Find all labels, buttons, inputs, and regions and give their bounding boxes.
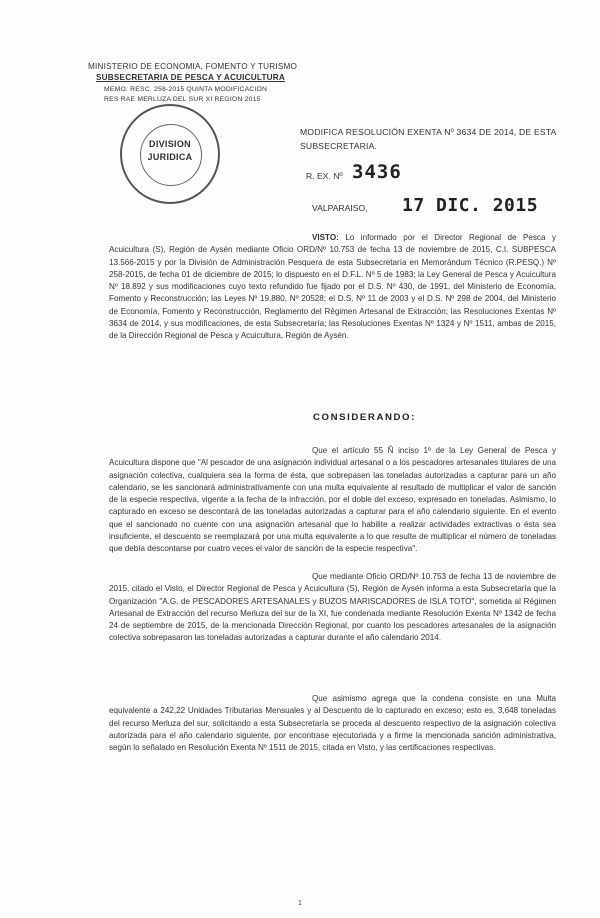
ministry-header: MINISTERIO DE ECONOMIA, FOMENTO Y TURISMO [88, 62, 298, 71]
considerando-paragraph-1: Que el artículo 55 Ñ inciso 1º de la Ley General de Pesca y Acuicultura dispone que "Al pescador de una asignación individual artesanal o a los pescadores artesanales titulares de una asignación colectiva, cualquiera sea la forma de ésta, que sobrepasen las toneladas autorizadas a capturar para un año calendario, se les sancionará administrativamente con una multa equivalente al resultado de multiplicar el valor de sanción de la especie respectiva, vigente a la fecha de la infracción, por el doble del exceso, expresado en toneladas. Asimismo, lo capturado en exceso se descontará de las toneladas autorizadas a capturar para el año calendario siguiente. En el evento que el sancionado no cuente con una asignación artesanal que lo habilite a realizar actividades extractivas o ésta sea insuficiente, el descuento se reemplazará por una multa equivalente a lo que resulte de multiplicar el número de toneladas que debía descontarse por cuatro veces el valor de sanción de la especie respectiva". [109, 446, 556, 554]
visto-text: Lo informado por el Director Regional de Pesca y Acuicultura (S), Región de Aysén mediante Oficio ORD/Nº 10.753 de fecha 13 de noviembre de 2015, C.I. SUBPESCA 13.566-2015 y por la División de Administración Pesquera de esta Subsecretaría en Memorándum Técnico (R.PESQ.) Nº 258-2015, de fecha 01 de diciembre de 2015; lo dispuesto en el D.F.L. Nº 5 de 1983; la Ley General de Pesca y Acuicultura Nº 18.892 y sus modificaciones cuyo texto refundido fue fijado por el D.S. Nº 430, de 1991, del Ministerio de Economía, Fomento y Reconstrucción; las Leyes Nº 19.880, Nº 20528; el D.S. Nº 11 de 2003 y el D.S. Nº 298 de 2004, del Ministerio de Economía, Fomento y Reconstrucción, Reglamento del Régimen Artesanal de Extracción; las Resoluciones Exentas Nº 3634 de 2014, y sus modificaciones, de esta Subsecretaría; las Resoluciones Exentas Nº 1324 y Nº 1511, ambas de 2015, de la Dirección Regional de Pesca y Acuicultura, Región de Aysén. [109, 233, 556, 341]
considerando-paragraph-3: Que asimismo agrega que la condena consiste en una Multa equivalente a 242,22 Unidades Tributarias Mensuales y al Descuento de lo capturado en exceso; esto es, 3,648 toneladas del recurso Merluza del sur, solicitando a esta Subsecretaría se proceda al descuento respectivo de la asignación colectiva autorizada para el año calendario siguiente, por encontrase ejecutoriada y a firme la mencionada sanción administrativa, según lo señalado en Resolución Exenta Nº 1511 de 2015, citada en Visto, y las certificaciones respectivas. [109, 694, 556, 753]
visto-paragraph [109, 232, 556, 343]
visto-lead: VISTO: [312, 233, 339, 242]
division-juridica-stamp [120, 104, 220, 204]
resolution-number-label: R. EX. Nº [306, 171, 343, 181]
page-number: 1 [298, 900, 302, 907]
considerando-paragraph-2: Que mediante Oficio ORD/Nº 10.753 de fecha 13 de noviembre de 2015, citado el Visto, el Director Regional de Pesca y Acuicultura (S), Región de Aysén informa a esta Subsecretaría que la Organización "A.G. de PESCADORES ARTESANALES y BUZOS MARISCADORES de ISLA TOTO", sometida al Régimen Artesanal de Extracción del recurso Merluza del sur de la XI, fue condenada mediante Resolución Exenta Nº 1342 de fecha 24 de septiembre de 2015, de la mencionada Dirección Regional, por cuanto los pescadores artesanales de la asignación colectiva sobrepasaron las toneladas autorizadas a capturar durante el año calendario 2014. [109, 572, 556, 643]
resolution-number: 3436 [352, 161, 402, 183]
subsecretaria-header: SUBSECRETARIA DE PESCA Y ACUICULTURA [96, 73, 286, 82]
place-label: VALPARAISO, [312, 203, 368, 213]
resolution-date: 17 DIC. 2015 [402, 195, 539, 216]
considerando-heading: CONSIDERANDO: [313, 412, 416, 423]
memo-reference: MEMO. RESC. 258-2015 QUINTA MODIFICACION [104, 86, 268, 93]
stamp-line-juridica: JURIDICA [147, 152, 193, 162]
res-reference: RES RAE MERLUZA DEL SUR XI REGION 2015 [104, 96, 261, 103]
resolution-title: MODIFICA RESOLUCIÓN EXENTA Nº 3634 DE 2014, DE ESTA SUBSECRETARIA. [300, 127, 557, 151]
stamp-line-division: DIVISION [149, 139, 191, 149]
